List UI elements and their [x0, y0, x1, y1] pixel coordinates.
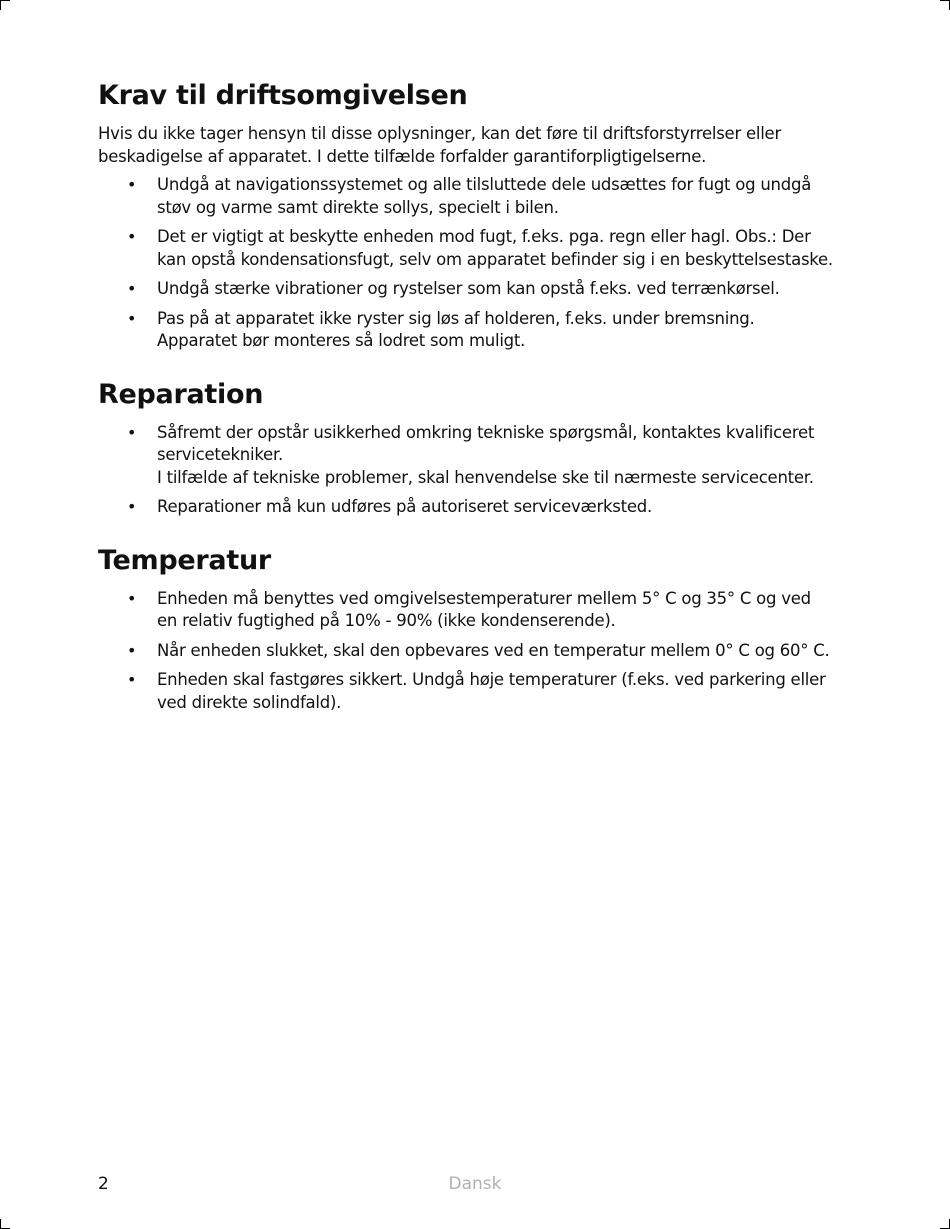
- bullet-icon: •: [127, 308, 137, 328]
- bullet-icon: •: [127, 588, 137, 608]
- text-line: kan opstå kondensationsfugt, selv om apparatet befinder sig i en beskyttelsestaske.: [157, 249, 833, 269]
- footer-language: Dansk: [448, 1174, 502, 1194]
- section-heading: Krav til driftsomgivelsen: [98, 80, 468, 111]
- bullet-icon: •: [127, 227, 137, 246]
- page-number: 2: [98, 1174, 109, 1194]
- text-line: Hvis du ikke tager hensyn til disse oplysninger, kan det føre til driftsforstyrrelser eller: [98, 124, 781, 143]
- text-line: Såfremt der opstår usikkerhed omkring tekniske spørgsmål, kontaktes kvalificeret: [157, 422, 815, 442]
- crop-mark: [0, 0, 10, 1]
- text-line: Det er vigtigt at beskytte enheden mod fugt, f.eks. pga. regn eller hagl. Obs.: Der: [157, 227, 811, 246]
- text-line: Reparationer må kun udføres på autoriseret serviceværksted.: [157, 497, 652, 516]
- section-temperature: [98, 543, 858, 715]
- list-item: [98, 226, 858, 271]
- text-line: støv og varme samt direkte sollys, specielt i bilen.: [157, 197, 559, 217]
- text-line: beskadigelse af apparatet. I dette tilfælde forfalder garantiforpligtigelserne.: [98, 146, 707, 166]
- list-item: [98, 422, 858, 490]
- list-item: [98, 496, 858, 519]
- bullet-icon: •: [127, 279, 137, 298]
- bullet-list: [98, 588, 858, 715]
- bullet-icon: •: [127, 497, 137, 516]
- list-item: [98, 669, 858, 714]
- bullet-list: [98, 422, 858, 519]
- text-line: Pas på at apparatet ikke ryster sig løs af holderen, f.eks. under bremsning.: [157, 308, 755, 328]
- text-line: Når enheden slukket, skal den opbevares ved en temperatur mellem 0° C og 60° C.: [157, 640, 830, 660]
- bullet-icon: •: [127, 422, 137, 442]
- crop-mark: [0, 0, 1, 10]
- text-line: I tilfælde af tekniske problemer, skal henvendelse ske til nærmeste servicecenter.: [157, 467, 814, 487]
- text-line: Undgå at navigationssystemet og alle tilsluttede dele udsættes for fugt og undgå: [157, 175, 812, 194]
- crop-mark: [0, 1219, 1, 1229]
- list-item: [98, 174, 858, 219]
- list-item: [98, 278, 858, 301]
- text-line: servicetekniker.: [157, 445, 283, 464]
- list-item: [98, 640, 858, 663]
- bullet-icon: •: [127, 175, 137, 194]
- text-line: Undgå stærke vibrationer og rystelser som kan opstå f.eks. ved terrænkørsel.: [157, 279, 780, 298]
- list-item: [98, 588, 858, 633]
- text-line: Apparatet bør monteres så lodret som muligt.: [157, 331, 526, 350]
- bullet-icon: •: [127, 670, 137, 689]
- section-repair: [98, 377, 858, 519]
- bullet-list: [98, 174, 858, 353]
- text-line: en relativ fugtighed på 10% - 90% (ikke kondenserende).: [157, 611, 616, 630]
- section-heading: Temperatur: [98, 544, 271, 576]
- intro-paragraph: [98, 123, 858, 168]
- section-operating-environment: [98, 78, 858, 353]
- document-body: [98, 78, 858, 738]
- text-line: ved direkte solindfald).: [157, 692, 342, 712]
- bullet-icon: •: [127, 640, 137, 660]
- list-item: [98, 308, 858, 353]
- section-heading: Reparation: [98, 378, 264, 410]
- text-line: Enheden skal fastgøres sikkert. Undgå høje temperaturer (f.eks. ved parkering eller: [157, 670, 826, 689]
- text-line: Enheden må benyttes ved omgivelsestemperaturer mellem 5° C og 35° C og ved: [157, 588, 811, 608]
